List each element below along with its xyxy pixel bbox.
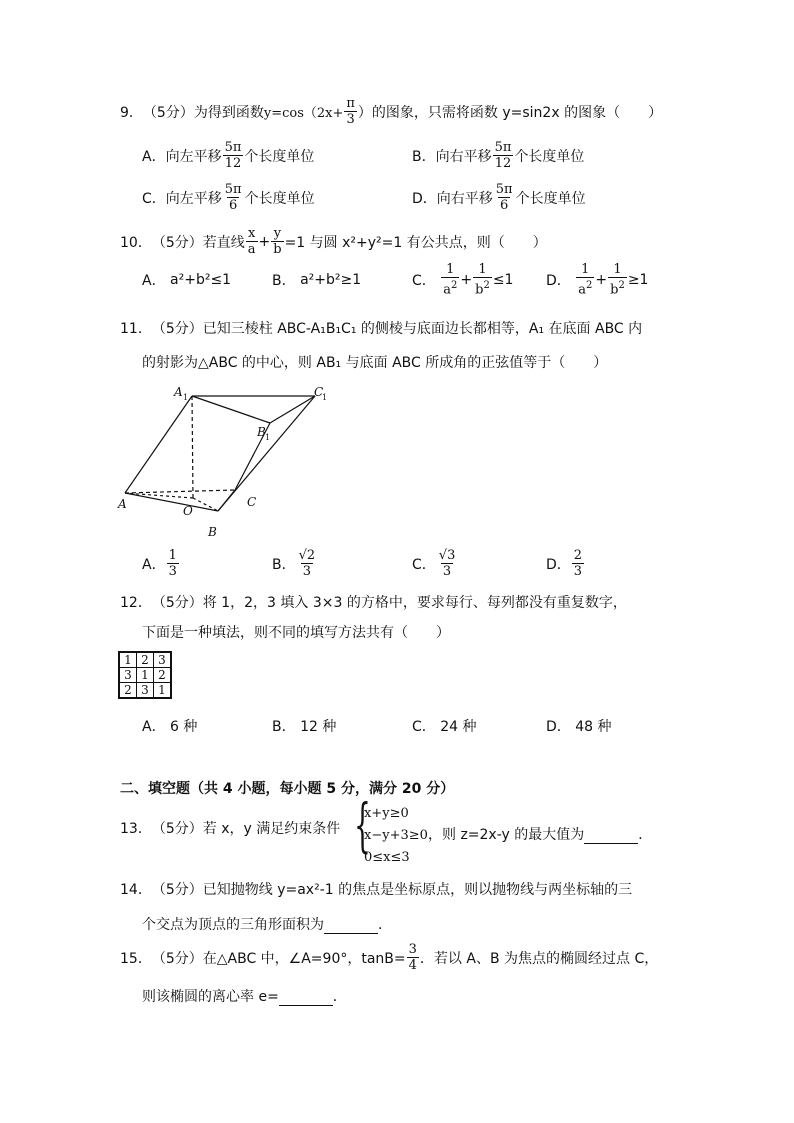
q12-option-d: D． 48 种 [546,719,612,735]
grid-cell: 1 [119,652,137,668]
answer-blank [324,919,378,934]
q12-line1: 12． （5分） 将 1，2，3 填入 3×3 的方格中，要求每行、每列都没有重复数字， [120,592,627,612]
q9-score: （5分） [142,104,194,121]
q10-option-b: B． a²+b²≥1 [272,272,362,289]
q10-score: （5分） [151,234,203,251]
grid-cell: 2 [119,683,137,699]
q13-constraints [364,803,428,869]
q9-func: y=cos（2x+ [263,106,344,121]
answer-blank [584,829,638,844]
q11-option-b: B． $\frac{√2}{3}$ [272,548,316,579]
grid-cell: 2 [154,668,172,683]
grid-cell: 1 [137,668,154,683]
q15-number: 15． [120,950,152,967]
q10-option-d: D． $\frac{1}{a^2}$ + $\frac{1}{b^2}$ ≥1 [546,262,649,298]
label-a: A [118,497,127,511]
grid-cell: 2 [137,652,154,668]
q14-line2: 个交点为顶点的三角形面积为 ． [142,917,392,933]
q11-line1: 11． （5分） 已知三棱柱 ABC-A₁B₁C₁ 的侧棱与底面边长都相等，A₁ 在底面 ABC 内 [120,318,642,338]
q9-number: 9． [120,104,143,121]
q12-option-a: A． 6 种 [142,719,198,735]
q9-option-d: D． 向右平移 $\frac{5\pi}{6}$ 个长度单位 [412,182,586,213]
answer-blank [279,991,333,1006]
q12-option-b: B． 12 种 [272,719,337,735]
q10-number: 10． [120,234,152,251]
svg-text:1: 1 [183,393,189,402]
q13-stem: 13． （5分） 若 x，y 满足约束条件 [120,818,340,838]
label-b1: B [257,425,266,439]
q12-grid [118,651,172,699]
q13-tail: ，则 z=2x-y 的最大值为 ． [428,827,653,843]
q12-line2: 下面是一种填法，则不同的填写方法共有（ ） [142,625,450,641]
q14-score: （5分） [151,882,203,898]
label-a1: A [174,385,183,399]
q15-line1: 15． （5分） 在△ABC 中，∠A=90°，tanB= $\frac{3}{4}$ ．若以 A、B 为焦点的椭圆经过点 C， [120,942,659,973]
q11-score: （5分） [151,321,203,337]
constraint-2: x−y+3≥0 [364,828,428,843]
q14-line1: 14． （5分） 已知抛物线 y=ax²-1 的焦点是坐标原点，则以抛物线与两坐标轴的三 [120,879,632,899]
label-c: C [247,495,257,509]
svg-text:1: 1 [322,393,328,402]
q9-option-c: C． 向左平移 $\frac{5\pi}{6}$ 个长度单位 [142,182,315,213]
q13-brace: { [354,791,371,859]
constraint-1: x+y≥0 [364,806,409,821]
label-o: O [183,504,193,518]
q11-option-c: C． $\frac{√3}{3}$ [412,548,456,579]
label-c1: C [314,385,324,399]
q12-option-c: C． 24 种 [412,719,477,735]
q15-score: （5分） [151,950,203,967]
q9-stem [120,96,662,127]
q10-stem: 10． （5分） 若直线 $\frac{x}{a}$ + $\frac{y}{b}$ =1 与圆 x²+y²=1 有公共点，则（ ） [120,226,547,257]
q13-score: （5分） [151,821,203,837]
grid-cell: 3 [154,652,172,668]
grid-cell: 3 [119,668,137,683]
q11-line2: 的射影为△ABC 的中心，则 AB₁ 与底面 ABC 所成角的正弦值等于（ ） [142,355,608,371]
grid-cell: 1 [154,683,172,699]
grid-cell: 3 [137,683,154,699]
constraint-3: 0≤x≤3 [364,850,410,865]
q9-text-b: ）的图象，只需将函数 y=sin2x 的图象（ ） [357,104,663,121]
label-b: B [208,525,217,539]
q11-option-a: A． $\frac{1}{3}$ [142,548,177,579]
q11-number: 11． [120,321,152,337]
q9-text-a: 为得到函数 [193,104,264,121]
q13-number: 13． [120,821,152,837]
prism-figure [110,378,340,543]
q12-number: 12． [120,595,152,611]
q10-option-a: A． a²+b²≤1 [142,272,232,289]
q12-score: （5分） [151,595,203,611]
q11-option-d: D． $\frac{2}{3}$ [546,548,583,579]
svg-text:1: 1 [265,433,271,442]
q14-number: 14． [120,882,152,898]
q9-option-b: B． 向右平移 $\frac{5\pi}{12}$ 个长度单位 [412,140,585,171]
q9-option-a: A． 向左平移 $\frac{5\pi}{12}$ 个长度单位 [142,140,315,171]
q15-line2: 则该椭圆的离心率 e= ． [142,989,347,1005]
section-heading: 二、填空题（共 4 小题，每小题 5 分，满分 20 分） [120,781,455,797]
q9-pi-over-3: $\frac{\pi}{3}$ [346,96,355,127]
q10-option-c: C． $\frac{1}{a^2}$ + $\frac{1}{b^2}$ ≤1 [412,262,514,298]
